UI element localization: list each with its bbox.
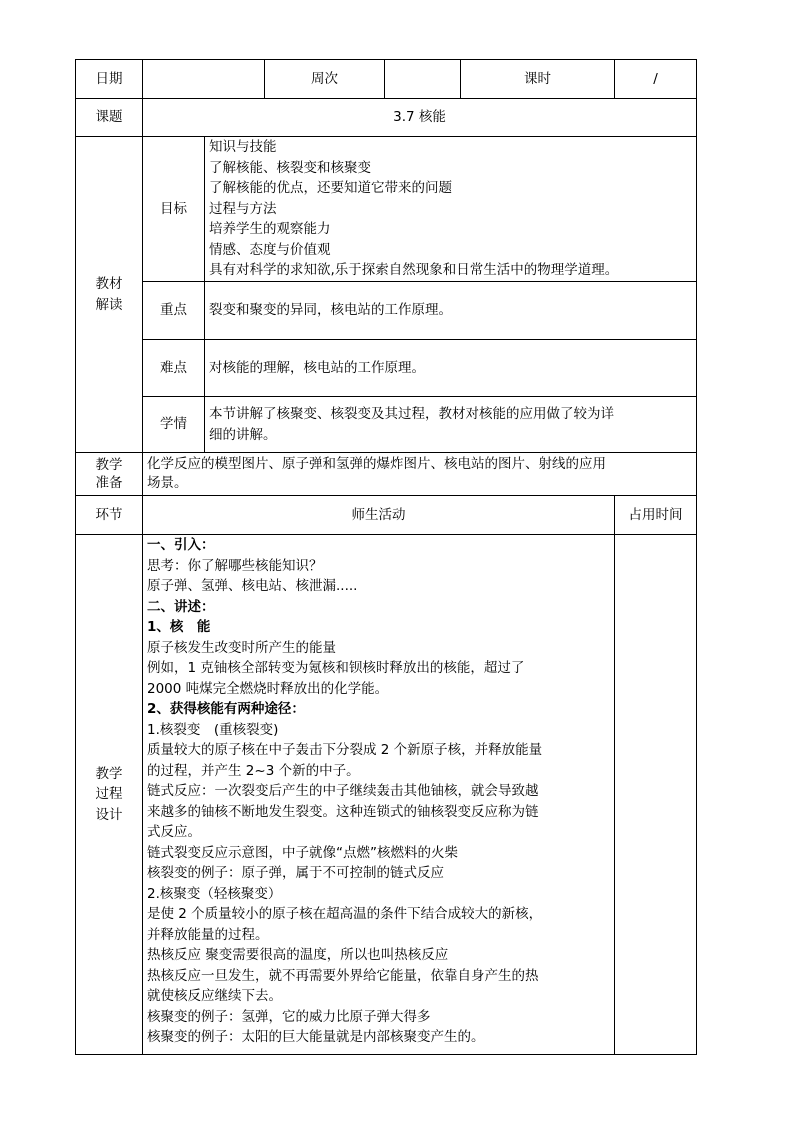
goals-line: 知识与技能 [209,139,277,155]
goals-line: 情感、态度与价值观 [209,241,331,258]
preparation-label-line1: 教学 [95,457,123,473]
students-line: 细的讲解。 [209,426,277,443]
preparation-label-cell [75,452,143,496]
difficulty-text: 对核能的理解，核电站的工作原理。 [209,359,425,376]
stage-header: 环节 [95,506,123,523]
week-value-cell [384,59,461,99]
period-label: 课时 [524,70,551,87]
design-line: 二、讲述： [147,598,215,615]
design-line: 来越多的铀核不断地发生裂变。这种连锁式的铀核裂变反应称为链 [147,803,539,820]
topic-value-cell [142,98,697,137]
design-line: 原子弹、氢弹、核电站、核泄漏..... [147,578,358,594]
design-line: 是使 2 个质量较小的原子核在超高温的条件下结合成较大的新核， [147,906,543,922]
difficulty-content-cell [204,339,697,397]
preparation-line: 场景。 [147,475,188,491]
design-label-cell [75,534,143,1055]
material-label-cell [75,136,143,453]
design-content-cell [142,534,615,1055]
design-line: 1.核裂变 (重核裂变) [147,721,279,738]
design-line: 式反应。 [147,824,201,840]
goals-label: 目标 [160,200,187,217]
period-label-cell [460,59,615,99]
time-header-cell [614,495,697,535]
difficulty-label-cell [142,339,205,397]
design-line: 的过程，并产生 2~3 个新的中子。 [147,762,360,779]
design-line: 热核反应 聚变需要很高的温度，所以也叫热核反应 [147,947,449,963]
week-label: 周次 [311,70,338,87]
students-content-cell [204,396,697,453]
stage-header-cell [75,495,143,535]
students-label: 学情 [160,416,187,433]
design-line: 1、核 能 [147,619,211,635]
design-line: 原子核发生改变时所产生的能量 [147,639,336,656]
design-label-line2: 过程 [95,786,123,803]
design-line: 热核反应一旦发生，就不再需要外界给它能量，依靠自身产生的热 [147,967,539,984]
design-line: 并释放能量的过程。 [147,926,269,943]
design-line: 就使核反应继续下去。 [147,988,282,1004]
period-value-cell [614,59,697,99]
time-header: 占用时间 [628,506,683,523]
goals-line: 过程与方法 [209,200,277,217]
key-points-label-cell [142,281,205,340]
lesson-plan-table [75,59,697,1055]
activity-header-cell [142,495,615,535]
design-line: 核裂变的例子：原子弹，属于不可控制的链式反应 [147,865,444,881]
preparation-line: 化学反应的模型图片、原子弹和氢弹的爆炸图片、核电站的图片、射线的应用 [147,456,606,472]
date-label: 日期 [95,70,123,87]
topic-label: 课题 [95,109,123,126]
activity-header: 师生活动 [351,506,406,523]
topic-label-cell [75,98,143,137]
goals-line: 具有对科学的求知欲,乐于探索自然现象和日常生活中的物理学道理。 [209,262,619,278]
students-label-cell [142,396,205,453]
design-line: 例如，1 克铀核全部转变为氪核和钡核时释放出的核能，超过了 [147,660,525,676]
design-line: 2、获得核能有两种途径： [147,701,305,717]
design-line: 核聚变的例子：氢弹，它的威力比原子弹大得多 [147,1008,431,1025]
goals-label-cell [142,136,205,282]
goals-line: 了解核能、核裂变和核聚变 [209,159,371,176]
design-line: 链式裂变反应示意图，中子就像“点燃”核燃料的火柴 [147,844,458,861]
week-label-cell [264,59,385,99]
period-value: / [653,70,658,87]
design-line: 质量较大的原子核在中子轰击下分裂成 2 个新原子核，并释放能量 [147,742,543,758]
design-line: 2000 吨煤完全燃烧时释放出的化学能。 [147,680,389,697]
design-line: 思考：你了解哪些核能知识？ [147,557,323,574]
date-label-cell [75,59,143,99]
preparation-label-line2: 准备 [95,475,123,491]
goals-line: 培养学生的观察能力 [209,221,331,237]
material-label-line1: 教材 [95,276,123,292]
topic-value: 3.7 核能 [393,109,446,126]
difficulty-label: 难点 [160,359,187,376]
goals-line: 了解核能的优点，还要知道它带来的问题 [209,180,452,196]
students-line: 本节讲解了核聚变、核裂变及其过程，教材对核能的应用做了较为详 [209,406,614,422]
goals-content-cell [204,136,697,282]
preparation-content-cell [142,452,697,496]
design-line: 2.核聚变（轻核聚变） [147,885,282,902]
material-label-line2: 解读 [95,296,123,313]
design-label-line3: 设计 [95,806,123,823]
design-line: 核聚变的例子：太阳的巨大能量就是内部核聚变产生的。 [147,1029,485,1045]
design-line: 链式反应：一次裂变后产生的中子继续轰击其他铀核，就会导致越 [147,783,539,799]
design-label-line1: 教学 [95,765,123,782]
date-value-cell [142,59,265,99]
key-points-content-cell [204,281,697,340]
design-line: 一、引入： [147,537,215,553]
design-time-cell [614,534,697,1055]
key-points-text: 裂变和聚变的异同，核电站的工作原理。 [209,302,452,319]
key-points-label: 重点 [160,302,187,319]
